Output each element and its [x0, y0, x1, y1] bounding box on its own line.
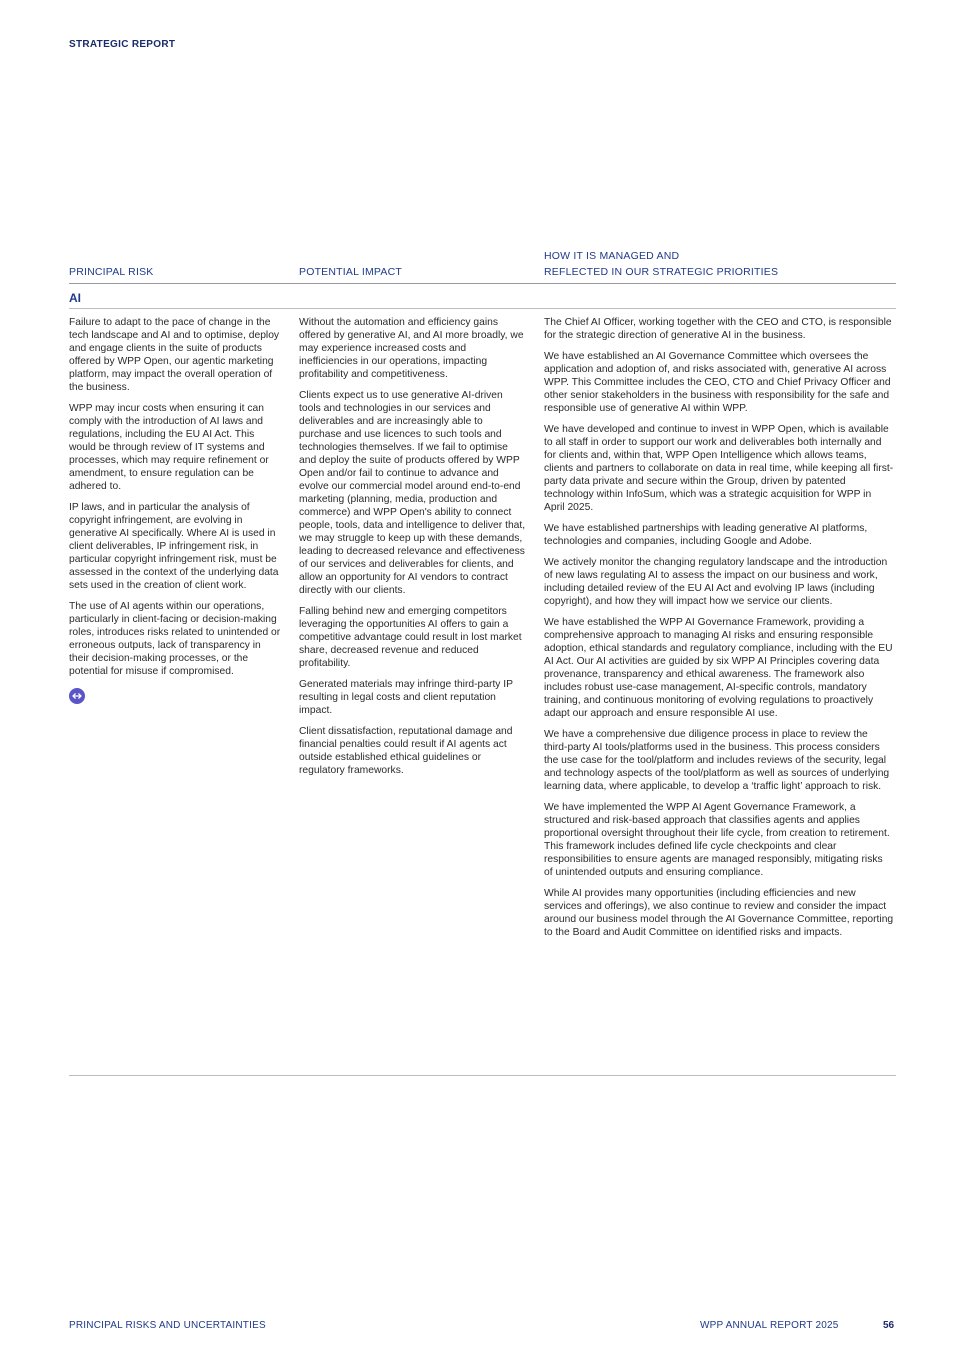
managed-paragraph: The Chief AI Officer, working together with the CEO and CTO, is responsible for the strategic direction of generative AI in the business.: [544, 317, 892, 341]
section-label: STRATEGIC REPORT: [69, 39, 176, 50]
impact-paragraph: Client dissatisfaction, reputational damage and financial penalties could result if AI agents act outside established ethical guidelines or regulatory frameworks.: [299, 726, 513, 776]
column-header-how-managed-line1: HOW IT IS MANAGED AND: [544, 250, 680, 262]
column-header-potential-impact: POTENTIAL IMPACT: [299, 266, 402, 278]
how-managed-column: [544, 316, 894, 947]
impact-paragraph: Generated materials may infringe third-party IP resulting in legal costs and client reputation impact.: [299, 679, 513, 716]
managed-paragraph: We have implemented the WPP AI Agent Governance Framework, a structured and risk-based approach that classifies agents and applies proportional oversight throughout their life cycle, from creation to retirement. This framework includes defined life cycle checkpoints and clear responsibilities to ensure agents are managed responsibly, mitigating risks of unintended outputs and ensuring compliance.: [544, 802, 890, 878]
potential-impact-column: [299, 316, 527, 785]
managed-paragraph: We have established partnerships with leading generative AI platforms, technologies and companies, including Google and Adobe.: [544, 523, 868, 547]
impact-paragraph: Falling behind new and emerging competitors leveraging the opportunities AI offers to gain a competitive advantage could result in lost market share, decreased revenue and reduced profitability.: [299, 606, 522, 669]
impact-paragraph: Without the automation and efficiency gains offered by generative AI, and AI more broadly, we may experience increased costs and inefficiencies in our operations, impacting profitability and competitiveness.: [299, 317, 524, 380]
footer-section-title[interactable]: PRINCIPAL RISKS AND UNCERTAINTIES: [69, 1320, 266, 1331]
managed-paragraph: We have developed and continue to invest in WPP Open, which is available to all staff in order to support our work and deliverables both internally and for clients and, within that, WPP Open Intelligence which allows teams, clients and partners to collaborate on data in real time, while keeping all first-party data private and secure within the Group, driven by patented technology within InfoSum, which was a strategic acquisition for WPP in April 2025.: [544, 424, 894, 513]
impact-paragraph: Clients expect us to use generative AI-driven tools and technologies in our services and deliverables and are increasingly able to purchase and use licences to such tools and technologies themselves. If we fail to optimise and deploy the suite of products offered by WPP Open and/or fail to continue to advance and evolve our commercial model around end-to-end marketing (planning, media, production and commerce) and WPP Open's ability to connect people, tools, data and intelligence to deliver that, we may struggle to keep up with these demands, leading to decreased relevance and effectiveness of our services and deliverables for clients, and allow an opportunity for AI vendors to contract directly with our clients.: [299, 390, 526, 596]
table-bottom-divider: [69, 1075, 896, 1076]
risk-paragraph: IP laws, and in particular the analysis of copyright infringement, are evolving in generative AI specifically. Where AI is used in client deliverables, IP infringement risk, in particular copyright infringement risk, must be assessed in the context of the underlying data sets used in the creation of client work.: [69, 502, 279, 591]
principal-risk-column: [69, 316, 281, 704]
risk-paragraph: Failure to adapt to the pace of change in the tech landscape and AI and to optimise, deploy and engage clients in the suite of products offered by WPP Open, our agentic marketing platform, may impact the overall operation of the business.: [69, 317, 280, 393]
managed-paragraph: We have established an AI Governance Committee which oversees the application and adoption of, and risks associated with, generative AI across WPP. This Committee includes the CEO, CTO and Chief Privacy Officer and other senior stakeholders in the business with responsibility for the safe and responsible use of generative AI within WPP.: [544, 351, 891, 414]
column-header-how-managed-line2: REFLECTED IN OUR STRATEGIC PRIORITIES: [544, 266, 779, 278]
arrows-left-right-icon[interactable]: [69, 688, 85, 704]
managed-paragraph: We have established the WPP AI Governance Framework, providing a comprehensive approach to managing AI risks and ensuring responsible adoption, ethical standards and regulatory compliance, including with the EU AI Act. Our AI activities are guided by six WPP AI Principles covering data provenance, transparency and ethical awareness. The framework also includes robust use-case management, AI-specific controls, mandatory training, and continuous monitoring of evolving regulations to proactively adapt our approach and ensure responsible AI use.: [544, 617, 893, 719]
managed-paragraph: We have a comprehensive due diligence process in place to review the third-party AI tools/platforms used in the business. This process considers the use case for the tool/platform and includes reviews of the security, legal and technology aspects of the tool/platform as well as sources of underlying learning data, where applicable, to develop a ‘traffic light’ approach to risk.: [544, 729, 890, 792]
risk-group-title: AI: [69, 291, 81, 305]
managed-paragraph: While AI provides many opportunities (including efficiencies and new services and offerings), we also continue to review and consider the impact around our business model through the AI Governance Committee, reporting to the Board and Audit Committee on identified risks and impacts.: [544, 888, 894, 938]
page-number: 56: [883, 1320, 895, 1331]
header-divider: [69, 283, 896, 284]
risk-paragraph: The use of AI agents within our operations, particularly in client-facing or decision-making roles, introduces risks related to unintended or erroneous outputs, lack of transparency in their decision-making processes, or the potential for misuse if compromised.: [69, 601, 281, 677]
footer-report-title: WPP ANNUAL REPORT 2025: [700, 1320, 839, 1331]
risk-paragraph: WPP may incur costs when ensuring it can comply with the introduction of AI laws and regulations, including the EU AI Act. This would be through review of IT systems and processes, which may require refinement or amendment, to ensure regulation can be adhered to.: [69, 403, 269, 492]
column-header-principal-risk: PRINCIPAL RISK: [69, 266, 154, 278]
managed-paragraph: We actively monitor the changing regulatory landscape and the introduction of new laws regulating AI to assess the impact on our business and work, including detailed review of the EU AI Act and evolving IP laws (including copyright), and how they will impact how we service our clients.: [544, 557, 888, 607]
group-divider: [69, 308, 896, 309]
column-header-how-managed: [544, 248, 778, 280]
